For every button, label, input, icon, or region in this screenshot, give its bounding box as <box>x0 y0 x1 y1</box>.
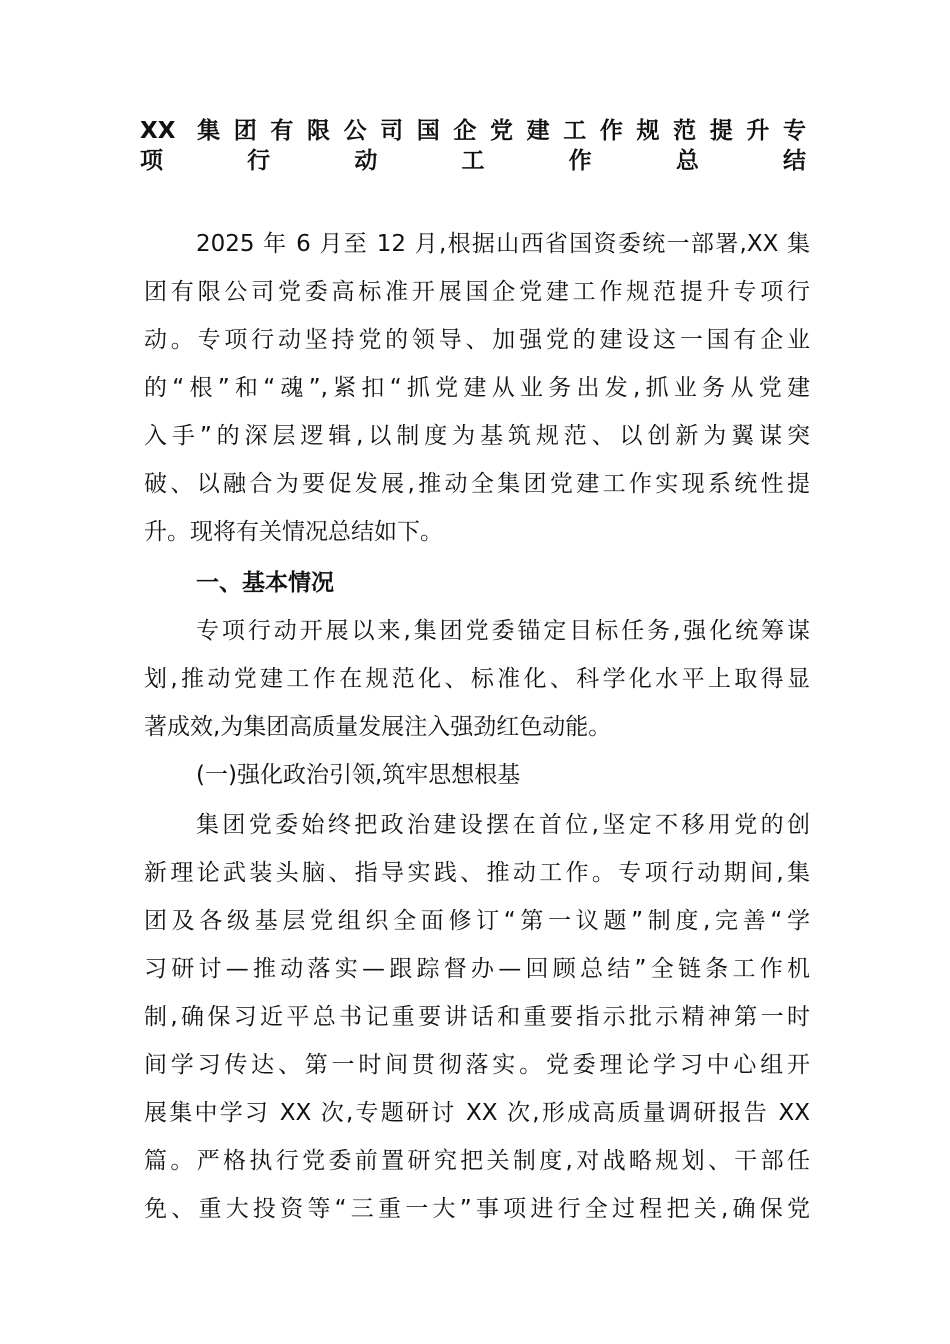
intro-line-2: 团有限公司党委高标准开展国企党建工作规范提升专项行 <box>144 279 810 305</box>
title-line-2: 项行动工作总结 <box>140 148 806 174</box>
subsection1-line-5: 制,确保习近平总书记重要讲话和重要指示批示精神第一时 <box>144 1004 810 1030</box>
subsection1-line-4: 习研讨—推动落实—跟踪督办—回顾总结”全链条工作机 <box>144 956 810 982</box>
intro-line-4: 的“根”和“魂”,紧扣“抓党建从业务出发,抓业务从党建 <box>144 375 810 401</box>
subsection-heading-political-leadership: (一)强化政治引领,筑牢思想根基 <box>196 762 521 788</box>
subsection1-line-3: 团及各级基层党组织全面修订“第一议题”制度,完善“学 <box>144 908 810 934</box>
section1-line-3: 著成效,为集团高质量发展注入强劲红色动能。 <box>144 714 612 740</box>
intro-line-5: 入手”的深层逻辑,以制度为基筑规范、以创新为翼谋突 <box>144 423 810 449</box>
subsection1-line-1: 集团党委始终把政治建设摆在首位,坚定不移用党的创 <box>196 812 810 838</box>
intro-line-1: 2025 年 6 月至 12 月,根据山西省国资委统一部署,XX 集 <box>196 231 810 257</box>
intro-line-3: 动。专项行动坚持党的领导、加强党的建设这一国有企业 <box>144 327 810 353</box>
intro-line-6: 破、以融合为要促发展,推动全集团党建工作实现系统性提 <box>144 471 810 497</box>
title-line-1: XX 集团有限公司国企党建工作规范提升专 <box>140 118 806 144</box>
subsection1-line-8: 篇。严格执行党委前置研究把关制度,对战略规划、干部任 <box>144 1148 810 1174</box>
subsection1-line-9: 免、重大投资等“三重一大”事项进行全过程把关,确保党 <box>144 1196 810 1222</box>
intro-line-7: 升。现将有关情况总结如下。 <box>144 519 443 545</box>
section-heading-basic-situation: 一、基本情况 <box>196 570 334 596</box>
subsection1-line-7: 展集中学习 XX 次,专题研讨 XX 次,形成高质量调研报告 XX <box>144 1100 810 1126</box>
section1-line-2: 划,推动党建工作在规范化、标准化、科学化水平上取得显 <box>144 666 810 692</box>
document-title <box>140 116 810 176</box>
subsection1-line-2: 新理论武装头脑、指导实践、推动工作。专项行动期间,集 <box>144 860 810 886</box>
section1-line-1: 专项行动开展以来,集团党委锚定目标任务,强化统筹谋 <box>196 618 810 644</box>
subsection1-line-6: 间学习传达、第一时间贯彻落实。党委理论学习中心组开 <box>144 1052 810 1078</box>
